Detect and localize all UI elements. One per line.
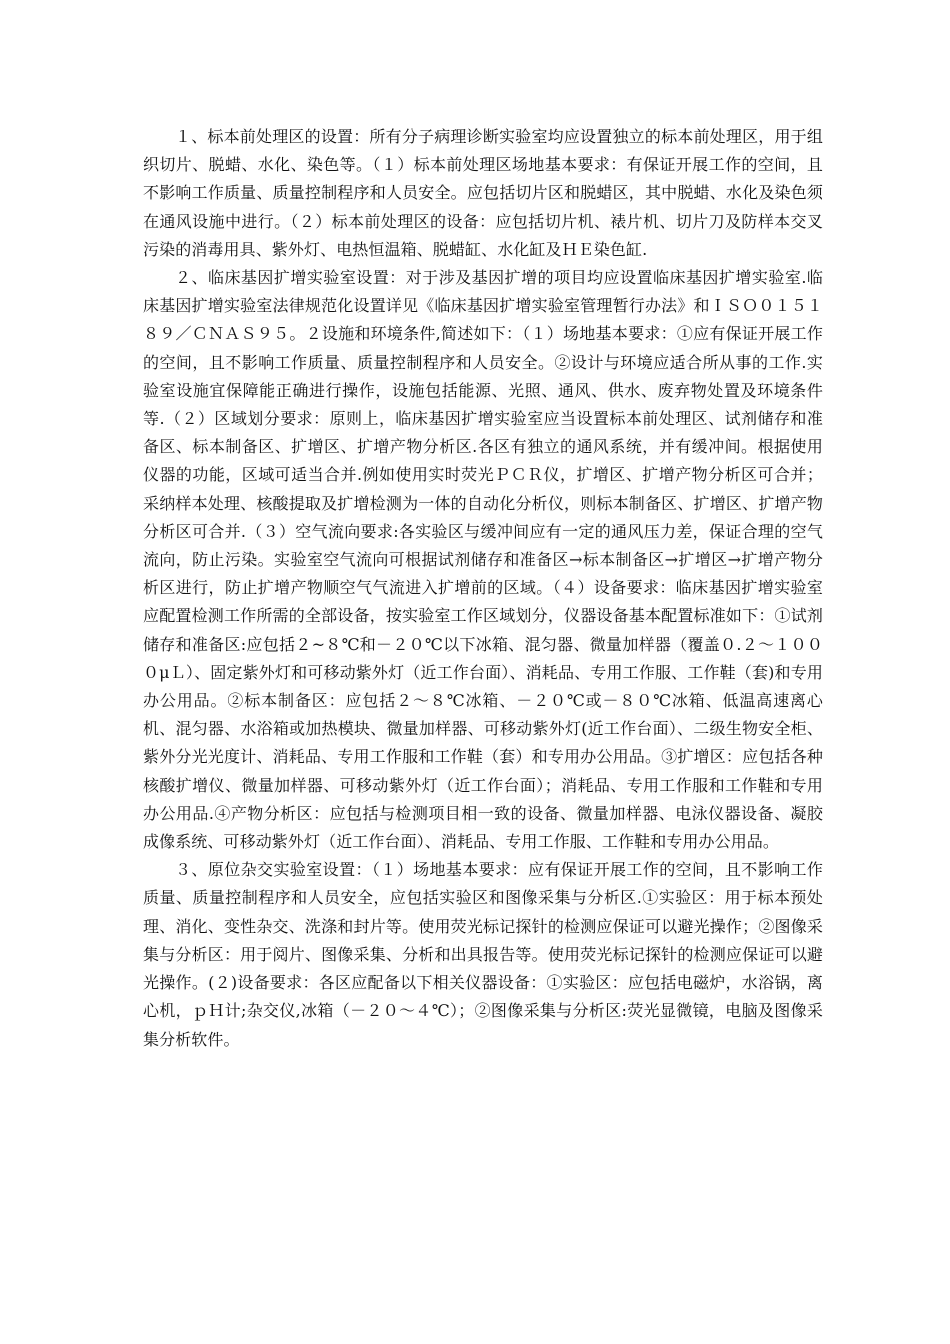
- paragraph-1-specimen-pretreatment: １、标本前处理区的设置：所有分子病理诊断实验室均应设置独立的标本前处理区，用于组织切片、脱蜡、水化、染色等。（１）标本前处理区场地基本要求：有保证开展工作的空间，且不影响工作质量、质量控制程序和人员安全。应包括切片区和脱蜡区，其中脱蜡、水化及染色须在通风设施中进行。（２）标本前处理区的设备：应包括切片机、裱片机、切片刀及防样本交叉污染的消毒用具、紫外灯、电热恒温箱、脱蜡缸、水化缸及ＨＥ染色缸.: [143, 127, 823, 259]
- paragraph-3-in-situ-hybridization-lab: ３、原位杂交实验室设置：（１）场地基本要求：应有保证开展工作的空间，且不影响工作质量、质量控制程序和人员安全，应包括实验区和图像采集与分析区.①实验区：用于标本预处理、消化、变性杂交、洗涤和封片等。使用荧光标记探针的检测应保证可以避光操作；②图像采集与分析区：用于阅片、图像采集、分析和出具报告等。使用荧光标记探针的检测应保证可以避光操作。(２)设备要求：各区应配备以下相关仪器设备：①实验区：应包括电磁炉，水浴锅，离心机，ｐＨ计;杂交仪,冰箱（－２０～４℃）；②图像采集与分析区:荧光显微镜，电脑及图像采集分析软件。: [143, 860, 823, 1049]
- document-body: [143, 123, 823, 1054]
- paragraph-2-gene-amplification-lab: ２、临床基因扩增实验室设置：对于涉及基因扩增的项目均应设置临床基因扩增实验室.临床基因扩增实验室法律规范化设置详见《临床基因扩增实验室管理暂行办法》和ＩＳＯ０１５１８９／ＣＮＡＳ９５。２设施和环境条件,简述如下：（１）场地基本要求：①应有保证开展工作的空间，且不影响工作质量、质量控制程序和人员安全。②设计与环境应适合所从事的工作.实验室设施宜保障能正确进行操作，设施包括能源、光照、通风、供水、废弃物处置及环境条件等.（２）区域划分要求：原则上，临床基因扩增实验室应当设置标本前处理区、试剂储存和准备区、标本制备区、扩增区、扩增产物分析区.各区有独立的通风系统，并有缓冲间。根据使用仪器的功能，区域可适当合并.例如使用实时荧光ＰＣＲ仪，扩增区、扩增产物分析区可合并；采纳样本处理、核酸提取及扩增检测为一体的自动化分析仪，则标本制备区、扩增区、扩增产物分析区可合并.（３）空气流向要求:各实验区与缓冲间应有一定的通风压力差，保证合理的空气流向，防止污染。实验室空气流向可根据试剂储存和准备区→标本制备区→扩增区→扩增产物分析区进行，防止扩增产物顺空气气流进入扩增前的区域。（４）设备要求：临床基因扩增实验室应配置检测工作所需的全部设备，按实验室工作区域划分，仪器设备基本配置标准如下：①试剂储存和准备区:应包括２~８℃和－２０℃以下冰箱、混匀器、微量加样器（覆盖０.２～１０００μＬ）、固定紫外灯和可移动紫外灯（近工作台面）、消耗品、专用工作服、工作鞋（套)和专用办公用品。②标本制备区：应包括２～８℃冰箱、－２０℃或－８０℃冰箱、低温高速离心机、混匀器、水浴箱或加热模块、微量加样器、可移动紫外灯(近工作台面）、二级生物安全柜、紫外分光光度计、消耗品、专用工作服和工作鞋（套）和专用办公用品。③扩增区：应包括各种核酸扩增仪、微量加样器、可移动紫外灯（近工作台面）；消耗品、专用工作服和工作鞋和专用办公用品.④产物分析区：应包括与检测项目相一致的设备、微量加样器、电泳仪器设备、凝胶成像系统、可移动紫外灯（近工作台面）、消耗品、专用工作服、工作鞋和专用办公用品。: [143, 268, 823, 852]
